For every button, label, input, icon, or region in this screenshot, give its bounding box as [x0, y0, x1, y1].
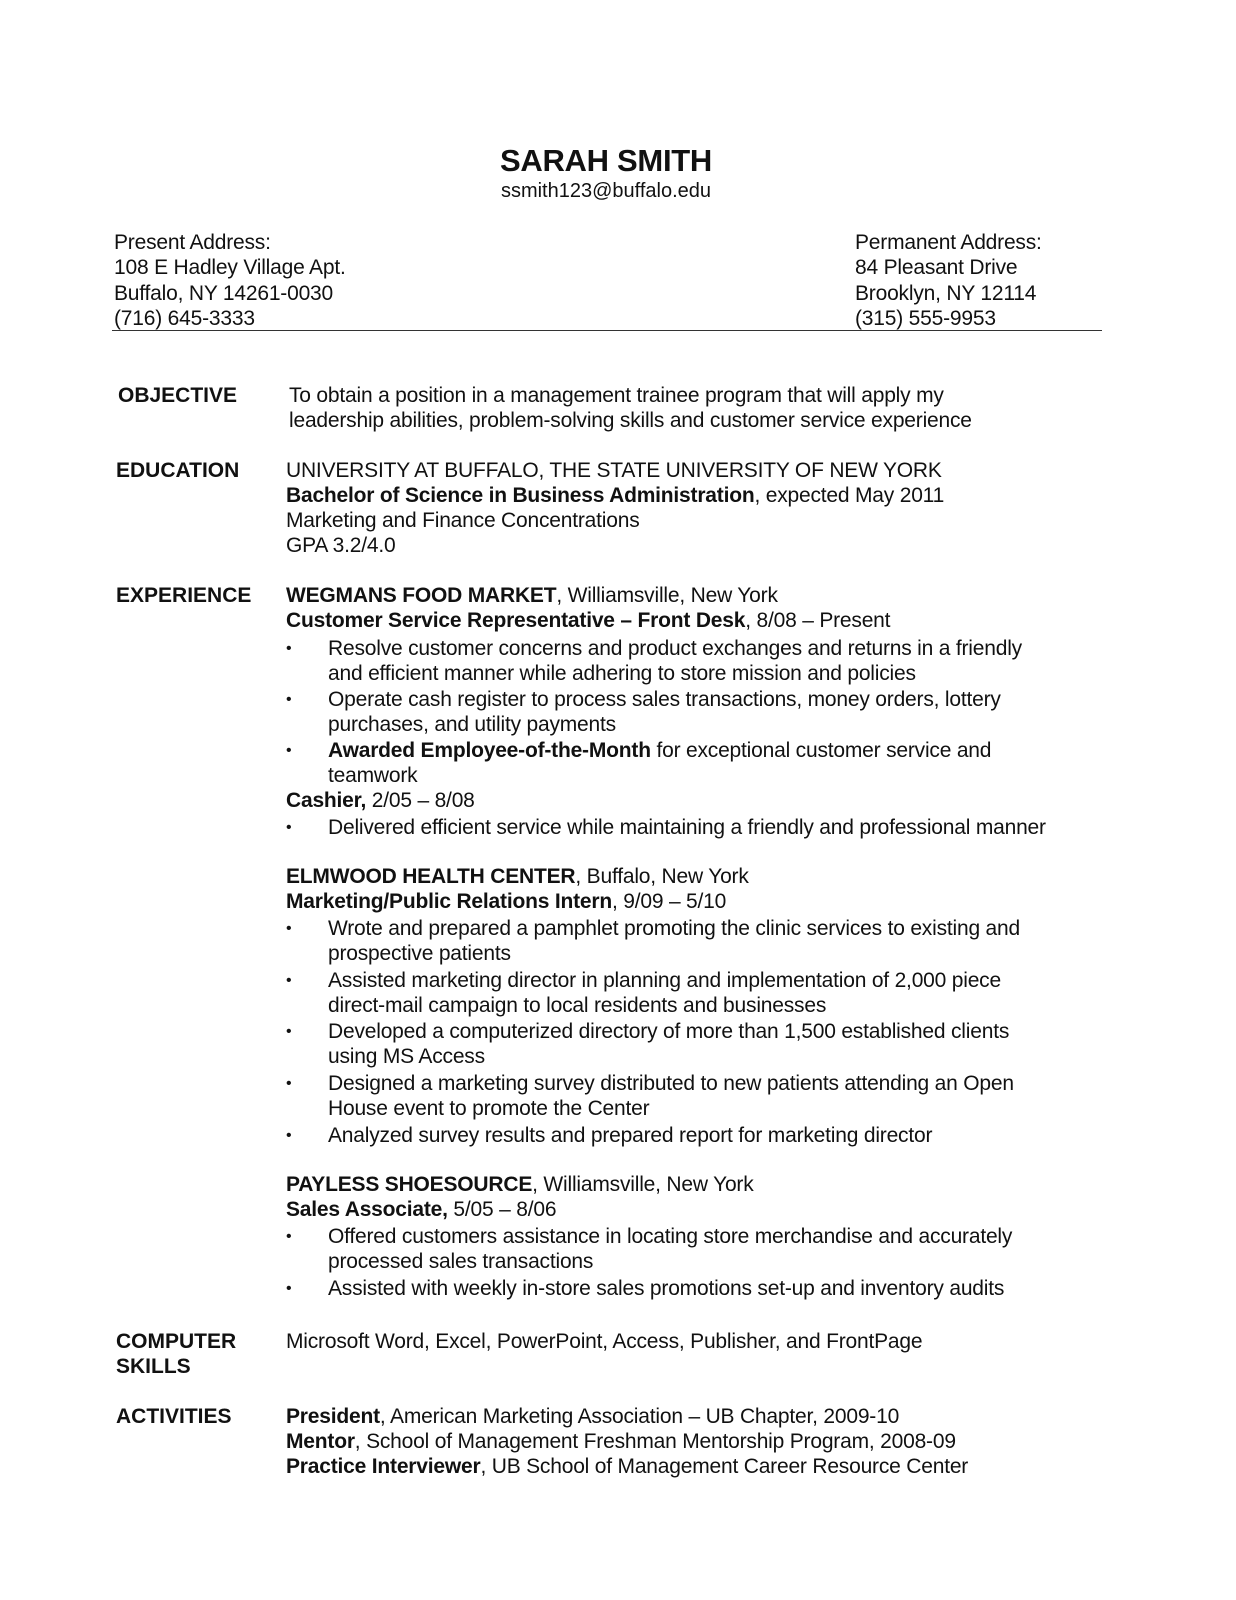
employer-line: [286, 864, 749, 890]
bullet-text: processed sales transactions: [328, 1250, 594, 1273]
bullet-text: and efficient manner while adhering to store mission and policies: [328, 662, 916, 685]
permanent-address-line1: 84 Pleasant Drive: [855, 256, 1018, 279]
bullet-text: Wrote and prepared a pamphlet promoting the clinic services to existing and: [328, 917, 1020, 940]
bullet-text: House event to promote the Center: [328, 1097, 650, 1120]
bullet-text: Designed a marketing survey distributed to new patients attending an Open: [328, 1072, 1014, 1095]
section-label-computer-skills-2: SKILLS: [116, 1355, 191, 1378]
header-divider: [112, 330, 1102, 331]
present-address-label: Present Address:: [114, 231, 271, 254]
bullet-text: Resolve customer concerns and product exchanges and returns in a friendly: [328, 637, 1022, 660]
bullet-icon: •: [286, 1075, 292, 1092]
role-line: [286, 608, 890, 634]
employer-location: , Buffalo, New York: [575, 865, 749, 888]
bullet-text: Operate cash register to process sales transactions, money orders, lottery: [328, 688, 1001, 711]
role-dates: 5/05 – 8/06: [447, 1198, 557, 1221]
activity-item: [286, 1454, 968, 1480]
permanent-address-phone: (315) 555-9953: [855, 307, 996, 330]
present-address-phone: (716) 645-3333: [114, 307, 255, 330]
bullet-icon: •: [286, 1127, 292, 1144]
role-line: [286, 1197, 556, 1223]
bullet-icon: •: [286, 1228, 292, 1245]
role-line: [286, 788, 475, 814]
employer-line: [286, 1172, 754, 1198]
bullet-text: direct-mail campaign to local residents and businesses: [328, 994, 827, 1017]
bullet-icon: •: [286, 691, 292, 708]
activity-role: Mentor: [286, 1430, 355, 1453]
degree: [286, 483, 944, 509]
bullet-text: Analyzed survey results and prepared report for marketing director: [328, 1124, 933, 1147]
bullet-text: prospective patients: [328, 942, 511, 965]
bullet-text: Assisted with weekly in-store sales promotions set-up and inventory audits: [328, 1277, 1005, 1300]
employer-location: , Williamsville, New York: [532, 1173, 754, 1196]
school-name: UNIVERSITY AT BUFFALO, THE STATE UNIVERSITY OF NEW YORK: [286, 459, 942, 482]
bullet-text: Delivered efficient service while maintaining a friendly and professional manner: [328, 816, 1046, 839]
gpa: GPA 3.2/4.0: [286, 534, 396, 557]
permanent-address-line2: Brooklyn, NY 12114: [855, 282, 1037, 305]
objective-line: To obtain a position in a management trainee program that will apply my: [289, 384, 944, 407]
role-title: Cashier,: [286, 789, 367, 812]
degree-title: Bachelor of Science in Business Administration: [286, 484, 755, 507]
activity-detail: , American Marketing Association – UB Chapter, 2009-10: [379, 1405, 900, 1428]
employer-name: PAYLESS SHOESOURCE: [286, 1173, 533, 1196]
bullet-icon: •: [286, 1280, 292, 1297]
employer-name: ELMWOOD HEALTH CENTER: [286, 865, 576, 888]
activity-detail: , UB School of Management Career Resource Center: [480, 1455, 969, 1478]
bullet-icon: •: [286, 640, 292, 657]
bullet-text: using MS Access: [328, 1045, 485, 1068]
computer-skills-text: Microsoft Word, Excel, PowerPoint, Access, Publisher, and FrontPage: [286, 1330, 923, 1353]
bullet-text: Developed a computerized directory of more than 1,500 established clients: [328, 1020, 1010, 1043]
section-label-computer-skills: COMPUTER: [116, 1330, 237, 1353]
activity-role: President: [286, 1405, 380, 1428]
activity-item: [286, 1404, 899, 1430]
role-dates: , 8/08 – Present: [745, 609, 891, 632]
bullet-icon: •: [286, 742, 292, 759]
activity-role: Practice Interviewer: [286, 1455, 481, 1478]
present-address-line2: Buffalo, NY 14261-0030: [114, 282, 334, 305]
award-text: Awarded Employee-of-the-Month: [328, 739, 651, 762]
section-label-objective: OBJECTIVE: [118, 384, 238, 407]
employer-name: WEGMANS FOOD MARKET: [286, 584, 557, 607]
bullet-icon: •: [286, 972, 292, 989]
bullet-text: teamwork: [328, 764, 418, 787]
role-line: [286, 889, 726, 915]
bullet-text-rest: for exceptional customer service and: [650, 739, 992, 762]
role-title: Marketing/Public Relations Intern: [286, 890, 612, 913]
bullet-icon: •: [286, 1023, 292, 1040]
bullet-icon: •: [286, 819, 292, 836]
bullet-text: purchases, and utility payments: [328, 713, 616, 736]
email: ssmith123@buffalo.edu: [500, 180, 712, 202]
employer-line: [286, 583, 778, 609]
present-address-line1: 108 E Hadley Village Apt.: [114, 256, 346, 279]
section-label-education: EDUCATION: [116, 459, 240, 482]
role-title: Customer Service Representative – Front Desk: [286, 609, 746, 632]
role-dates: , 9/09 – 5/10: [611, 890, 727, 913]
section-label-experience: EXPERIENCE: [116, 584, 252, 607]
activity-detail: , School of Management Freshman Mentorship Program, 2008-09: [354, 1430, 956, 1453]
resume-name: SARAH SMITH: [500, 143, 712, 178]
role-dates: 2/05 – 8/08: [366, 789, 475, 812]
concentrations: Marketing and Finance Concentrations: [286, 509, 640, 532]
bullet-text: Assisted marketing director in planning and implementation of 2,000 piece: [328, 969, 1001, 992]
role-title: Sales Associate,: [286, 1198, 448, 1221]
activity-item: [286, 1429, 956, 1455]
bullet-icon: •: [286, 920, 292, 937]
objective-line: leadership abilities, problem-solving skills and customer service experience: [289, 409, 972, 432]
employer-location: , Williamsville, New York: [556, 584, 778, 607]
permanent-address-label: Permanent Address:: [855, 231, 1042, 254]
degree-date: , expected May 2011: [754, 484, 945, 507]
section-label-activities: ACTIVITIES: [116, 1405, 232, 1428]
bullet-text: [328, 738, 991, 764]
bullet-text: Offered customers assistance in locating store merchandise and accurately: [328, 1225, 1013, 1248]
